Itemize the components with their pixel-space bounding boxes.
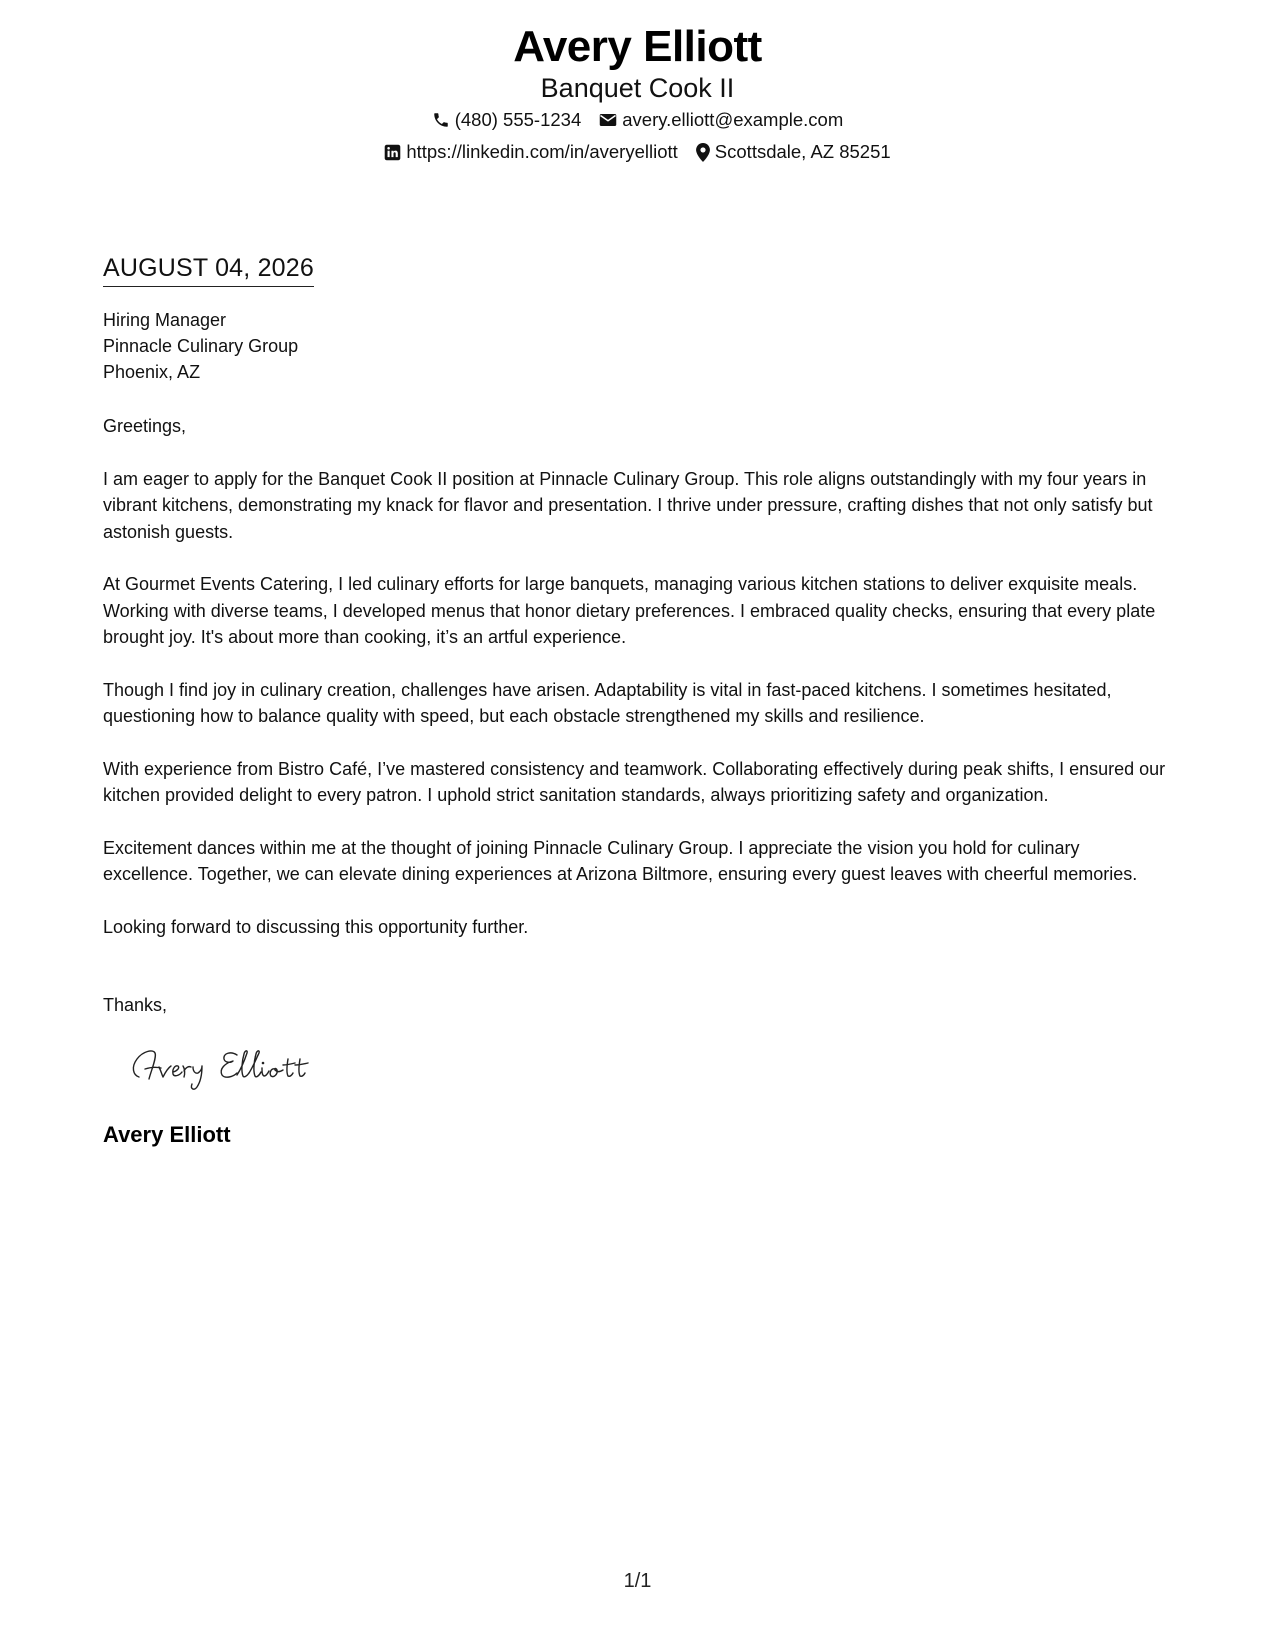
recipient-line: Phoenix, AZ xyxy=(103,362,201,382)
contact-location xyxy=(696,136,891,168)
envelope-icon xyxy=(599,112,617,128)
contact-phone xyxy=(432,104,582,136)
linkedin-icon xyxy=(384,144,401,161)
phone-number: (480) 555-1234 xyxy=(454,109,582,130)
letter-body xyxy=(103,252,1173,1149)
email-address: avery.elliott@example.com xyxy=(622,109,844,130)
recipient-line: Hiring Manager xyxy=(103,310,227,330)
page-number: 1/1 xyxy=(623,1570,652,1592)
map-pin-icon xyxy=(696,143,710,162)
phone-icon xyxy=(432,111,450,129)
recipient-block xyxy=(103,307,1173,385)
body-paragraph: With experience from Bistro Café, I’ve mastered consistency and teamwork. Collaborating effectively during peak shifts, I ensured our kitchen provided delight to every patron. I uphold strict sanitation standards, always prioritizing safety and organization. xyxy=(103,758,1166,805)
applicant-name: Avery Elliott xyxy=(513,22,762,71)
contact-email xyxy=(599,104,843,136)
body-paragraph: At Gourmet Events Catering, I led culinary efforts for large banquets, managing various kitchen stations to deliver exquisite meals. Working with diverse teams, I developed menus that honor dietary preferences. I embraced quality checks, ensuring that every plate brought joy. It's about more than cooking, it’s an artful experience. xyxy=(103,574,1156,647)
recipient-line: Pinnacle Culinary Group xyxy=(103,336,299,356)
contact-line-1 xyxy=(0,104,1275,136)
letter-date: AUGUST 04, 2026 xyxy=(103,252,314,287)
signature-image xyxy=(125,1041,325,1093)
linkedin-url: https://linkedin.com/in/averyelliott xyxy=(406,141,678,162)
closing: Thanks, xyxy=(103,995,168,1015)
signed-name: Avery Elliott xyxy=(103,1121,231,1147)
body-paragraph: Though I find joy in culinary creation, challenges have arisen. Adaptability is vital in fast-paced kitchens. I sometimes hesitated, questioning how to balance quality with speed, but each obstacle strengthened my skills and resilience. xyxy=(103,679,1112,726)
contact-line-2 xyxy=(0,136,1275,168)
letter-header xyxy=(0,20,1275,168)
location-text: Scottsdale, AZ 85251 xyxy=(714,141,891,162)
body-paragraph: Excitement dances within me at the thought of joining Pinnacle Culinary Group. I appreciate the vision you hold for culinary excellence. Together, we can elevate dining experiences at Arizona Biltmore, ensuring every guest leaves with cheerful memories. xyxy=(103,837,1138,884)
applicant-job-title: Banquet Cook II xyxy=(540,73,735,103)
body-paragraph: I am eager to apply for the Banquet Cook II position at Pinnacle Culinary Group. This role aligns outstandingly with my four years in vibrant kitchens, demonstrating my knack for flavor and presentation. I thrive under pressure, crafting dishes that not only satisfy but astonish guests. xyxy=(103,468,1153,542)
contact-linkedin xyxy=(384,136,677,168)
greeting: Greetings, xyxy=(103,416,187,436)
handwritten-signature xyxy=(125,1041,1173,1093)
body-paragraph: Looking forward to discussing this opportunity further. xyxy=(103,916,529,937)
